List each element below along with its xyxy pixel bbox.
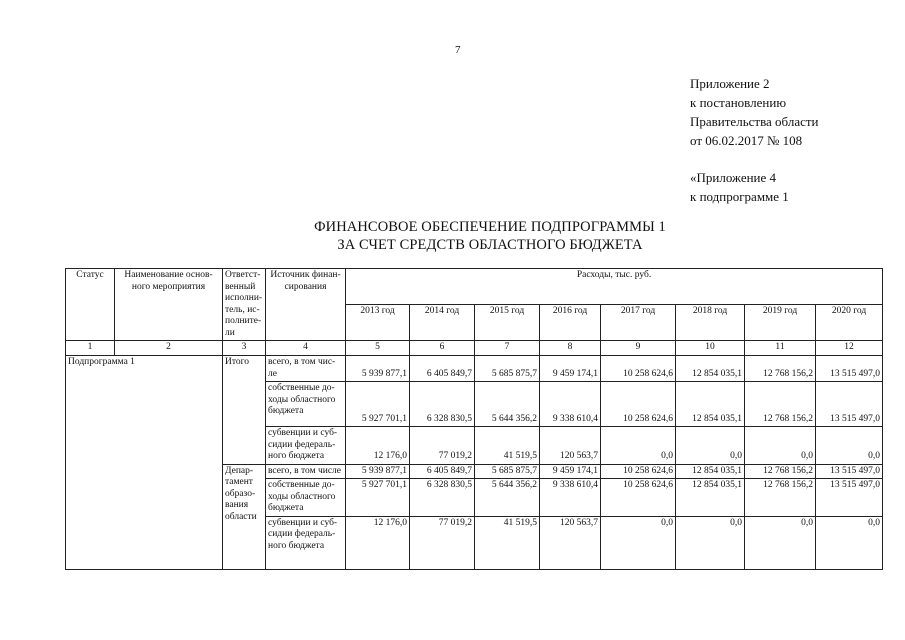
appendix-line: к постановлению [690, 95, 787, 110]
page-number: 7 [455, 44, 461, 56]
column-number: 7 [475, 341, 540, 356]
value-cell: 120 563,7 [540, 427, 601, 465]
value-cell: 0,0 [816, 516, 883, 569]
value-cell: 0,0 [676, 516, 745, 569]
column-number: 9 [601, 341, 676, 356]
table-header [66, 269, 883, 341]
header-year: 2020 год [816, 305, 883, 341]
header-year: 2017 год [601, 305, 676, 341]
value-cell: 6 328 830,5 [410, 479, 475, 517]
value-cell: 6 405 849,7 [410, 356, 475, 382]
value-cell: 5 939 877,1 [346, 356, 410, 382]
value-cell: 5 685 875,7 [475, 464, 540, 479]
appendix-spacer [690, 150, 819, 168]
appendix-line: Правительства области [690, 114, 819, 129]
header-year: 2019 год [745, 305, 816, 341]
document-title [200, 218, 780, 254]
appendix-line: от 06.02.2017 № 108 [690, 133, 803, 148]
title-line: ФИНАНСОВОЕ ОБЕСПЕЧЕНИЕ ПОДПРОГРАММЫ 1 [314, 219, 666, 235]
value-cell: 5 644 356,2 [475, 382, 540, 427]
value-cell: 41 519,5 [475, 427, 540, 465]
status-cell: Подпрограмма 1 [66, 356, 223, 570]
appendix-line: к подпрограмме 1 [690, 189, 789, 204]
value-cell: 12 768 156,2 [745, 356, 816, 382]
value-cell: 6 405 849,7 [410, 464, 475, 479]
value-cell: 9 459 174,1 [540, 356, 601, 382]
value-cell: 12 176,0 [346, 516, 410, 569]
value-cell: 5 927 701,1 [346, 479, 410, 517]
value-cell: 12 854 035,1 [676, 464, 745, 479]
value-cell: 13 515 497,0 [816, 382, 883, 427]
header-year: 2016 год [540, 305, 601, 341]
column-number: 5 [346, 341, 410, 356]
appendix-block [690, 74, 819, 206]
value-cell: 77 019,2 [410, 516, 475, 569]
value-cell: 12 768 156,2 [745, 382, 816, 427]
value-cell: 12 854 035,1 [676, 382, 745, 427]
value-cell: 9 338 610,4 [540, 382, 601, 427]
header-year: 2018 год [676, 305, 745, 341]
value-cell: 5 644 356,2 [475, 479, 540, 517]
value-cell: 9 338 610,4 [540, 479, 601, 517]
title-line: ЗА СЧЕТ СРЕДСТВ ОБЛАСТНОГО БЮДЖЕТА [337, 237, 643, 253]
value-cell: 0,0 [676, 427, 745, 465]
value-cell: 13 515 497,0 [816, 464, 883, 479]
value-cell: 13 515 497,0 [816, 479, 883, 517]
value-cell: 0,0 [745, 427, 816, 465]
header-expenses: Расходы, тыс. руб. [346, 269, 883, 305]
appendix-line: Приложение 2 [690, 76, 770, 91]
header-source: Источник финан-сирования [266, 269, 346, 341]
value-cell: 5 927 701,1 [346, 382, 410, 427]
value-cell: 12 768 156,2 [745, 464, 816, 479]
value-cell: 10 258 624,6 [601, 479, 676, 517]
column-number: 2 [115, 341, 223, 356]
column-number: 1 [66, 341, 115, 356]
header-status: Статус [66, 269, 115, 341]
source-cell: всего, в том числе [266, 464, 346, 479]
header-name: Наименование основ-ного мероприятия [115, 269, 223, 341]
executor-cell: Итого [223, 356, 266, 465]
source-cell: субвенции и суб-сидии федераль-ного бюджета [266, 516, 346, 569]
header-year: 2015 год [475, 305, 540, 341]
column-number-row [66, 341, 883, 356]
column-number: 3 [223, 341, 266, 356]
column-number: 4 [266, 341, 346, 356]
column-number: 6 [410, 341, 475, 356]
value-cell: 41 519,5 [475, 516, 540, 569]
column-number: 10 [676, 341, 745, 356]
value-cell: 10 258 624,6 [601, 356, 676, 382]
header-year: 2014 год [410, 305, 475, 341]
value-cell: 0,0 [601, 516, 676, 569]
source-cell: собственные до-ходы областного бюджета [266, 382, 346, 427]
value-cell: 120 563,7 [540, 516, 601, 569]
financing-table [65, 268, 883, 570]
source-cell: всего, в том чис-ле [266, 356, 346, 382]
source-cell: собственные до-ходы областного бюджета [266, 479, 346, 517]
column-number: 12 [816, 341, 883, 356]
value-cell: 12 854 035,1 [676, 356, 745, 382]
value-cell: 5 685 875,7 [475, 356, 540, 382]
source-cell: субвенции и суб-сидии федераль-ного бюджета [266, 427, 346, 465]
executor-cell: Депар-тамент образо-вания области [223, 464, 266, 569]
value-cell: 10 258 624,6 [601, 464, 676, 479]
value-cell: 12 176,0 [346, 427, 410, 465]
value-cell: 9 459 174,1 [540, 464, 601, 479]
value-cell: 12 768 156,2 [745, 479, 816, 517]
appendix-line: «Приложение 4 [690, 170, 777, 185]
value-cell: 12 854 035,1 [676, 479, 745, 517]
value-cell: 13 515 497,0 [816, 356, 883, 382]
header-executor: Ответст-венный исполни-тель, ис-полните-ли [223, 269, 266, 341]
column-number: 11 [745, 341, 816, 356]
value-cell: 10 258 624,6 [601, 382, 676, 427]
header-year: 2013 год [346, 305, 410, 341]
value-cell: 5 939 877,1 [346, 464, 410, 479]
value-cell: 0,0 [745, 516, 816, 569]
value-cell: 6 328 830,5 [410, 382, 475, 427]
value-cell: 77 019,2 [410, 427, 475, 465]
value-cell: 0,0 [816, 427, 883, 465]
column-number: 8 [540, 341, 601, 356]
table-row [66, 356, 883, 382]
value-cell: 0,0 [601, 427, 676, 465]
